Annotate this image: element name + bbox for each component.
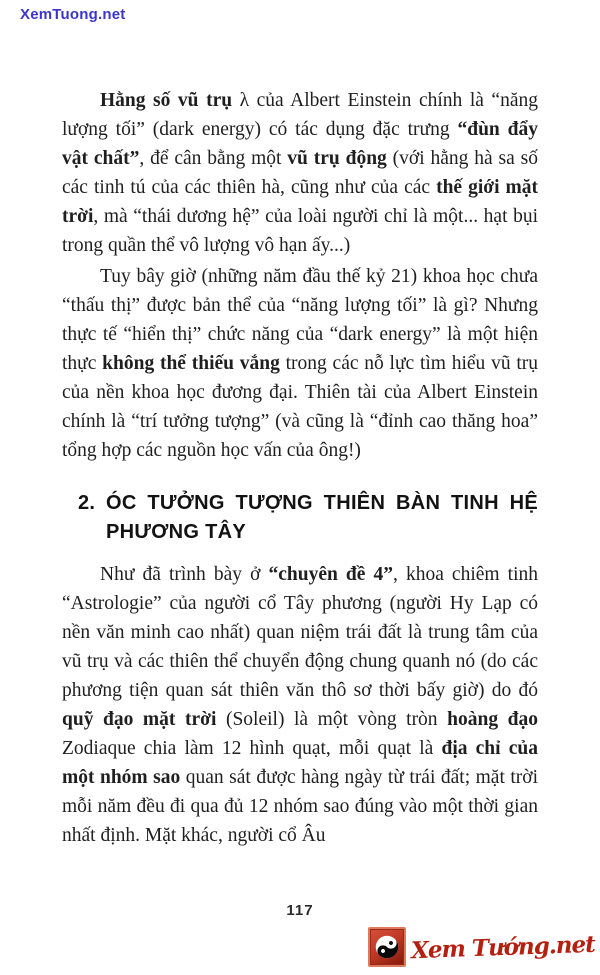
text-run: Tuy bây giờ (những năm đầu thế kỷ 21) khoa học chưa “thấu thị” được bản thể của “năng lượng tối” là gì? Nhưng thực tế “hiển thị” chức năng của “dark energy” là một hiện thực [62, 266, 538, 374]
text-run: (Soleil) là một vòng tròn [216, 709, 448, 730]
site-logo[interactable] [368, 927, 595, 967]
bold-text-run: Hằng số vũ trụ [100, 90, 233, 111]
text-run: Zodiaque chia làm 12 hình quạt, mỗi quạt là [62, 738, 442, 759]
bold-text-run: địa chỉ của một nhóm sao [62, 738, 538, 788]
bold-text-run: hoàng đạo [447, 709, 539, 730]
bold-text-run: “đùn đẩy vật chất” [62, 119, 538, 169]
article-text [62, 86, 538, 850]
bold-text-run: “chuyên đề 4” [268, 564, 393, 585]
text-run: Như đã trình bày ở [100, 564, 269, 585]
text-run: , để cân bằng một [139, 148, 288, 169]
yin-yang-icon [368, 927, 406, 967]
text-run: quan sát được hàng ngày từ trái đất; mặt trời mỗi năm đều đi qua đủ 12 nhóm sao đúng vào một thời gian nhất định. Mặt khác, người cổ Âu [62, 767, 538, 846]
bold-text-run: quỹ đạo mặt trời [62, 709, 217, 730]
text-run: trong các nỗ lực tìm hiểu vũ trụ của nền khoa học đương đại. Thiên tài của Albert Einstein chính là “trí tưởng tượng” (và cũng là “đỉnh cao thăng hoa” tổng hợp các nguồn học vấn của ông!) [62, 353, 538, 461]
bold-text-run: không thể thiếu vắng [102, 353, 280, 374]
section-heading-number: 2. [78, 492, 96, 514]
body-paragraph [62, 262, 538, 465]
page-number: 117 [286, 902, 314, 919]
text-run: λ của Albert Einstein chính là “năng lượng tối” (dark energy) có tác dụng đặc trưng [62, 90, 538, 140]
section-heading [78, 489, 538, 547]
body-paragraph [62, 86, 538, 260]
logo-text: Xem Tướng.net [410, 930, 596, 964]
text-run: (với hằng hà sa số các tinh tú của các thiên hà, cũng như của các [62, 148, 538, 198]
bold-text-run: vũ trụ động [287, 148, 387, 169]
bold-text-run: thế giới mặt trời [62, 177, 538, 227]
text-run: , khoa chiêm tinh “Astrologie” của người cổ Tây phương (người Hy Lạp có nền văn minh cao nhất) quan niệm trái đất là trung tâm của vũ trụ và các thiên thể chuyển động chung quanh nó (do các phương tiện quan sát thiên văn thô sơ thời bấy giờ) do đó [62, 564, 538, 701]
site-header-link[interactable]: XemTuong.net [20, 6, 126, 23]
section-heading-text: ÓC TƯỞNG TƯỢNG THIÊN BÀN TINH HỆ PHƯƠNG TÂY [106, 492, 538, 543]
text-run: , mà “thái dương hệ” của loài người chỉ là một... hạt bụi trong quần thể vô lượng vô hạn ấy...) [62, 206, 538, 256]
body-paragraph [62, 560, 538, 850]
